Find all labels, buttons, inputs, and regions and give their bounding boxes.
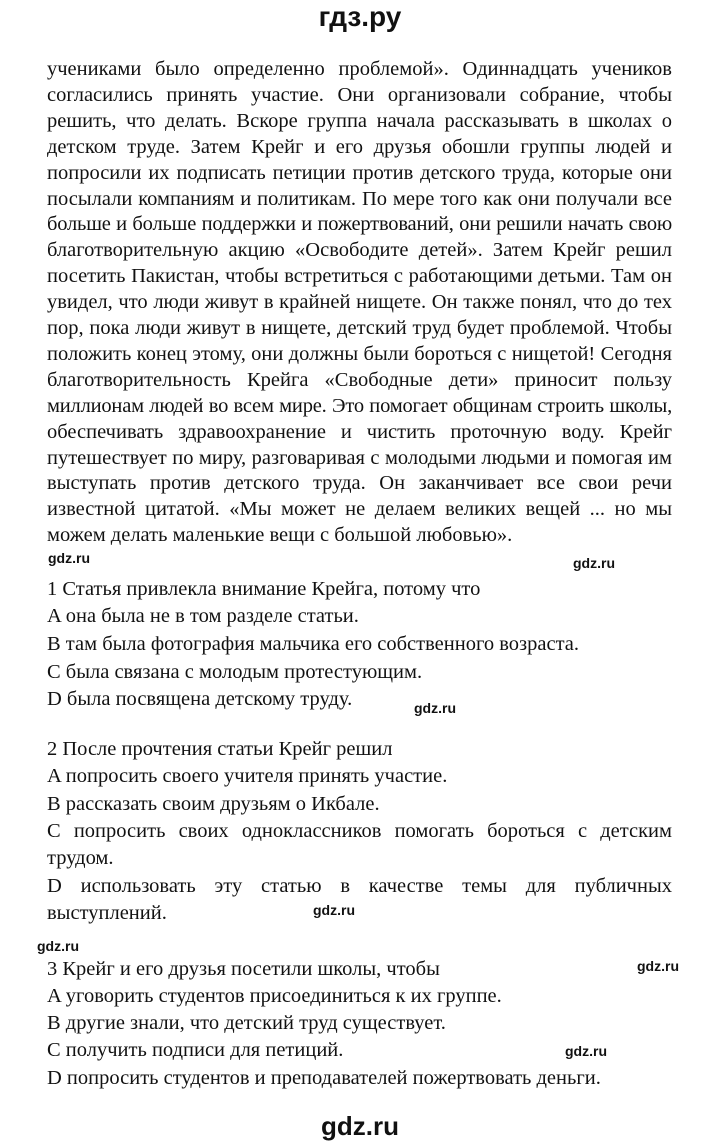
- watermark: gdz.ru: [313, 902, 355, 918]
- watermark: gdz.ru: [637, 958, 679, 974]
- answer-option: B другие знали, что детский труд существует.: [47, 1012, 446, 1034]
- question-text: 1 Статья привлекла внимание Крейга, потому что: [47, 578, 481, 600]
- paragraph-line: больше и больше поддержки и пожертвований, они решили начать свою: [47, 213, 672, 236]
- paragraph-line: увидел, что люди живут в крайней нищете. Он также понял, что до тех: [47, 291, 672, 314]
- watermark: gdz.ru: [414, 700, 456, 716]
- watermark: gdz.ru: [573, 555, 615, 571]
- paragraph-line: известной цитатой. «Мы может не делаем великих вещей ... но мы: [47, 498, 672, 521]
- answer-option: C была связана с молодым протестующим.: [47, 661, 423, 683]
- paragraph-line: пор, пока люди живут в нищете, детский труд будет проблемой. Чтобы: [47, 317, 672, 339]
- paragraph-line: детском труде. Затем Крейг и его друзья обошли группы людей и: [47, 135, 672, 158]
- paragraph-line: можем делать маленькие вещи с большой любовью».: [47, 524, 513, 547]
- paragraph-line: благотворительность Крейга «Свободные дети» приносит пользу: [47, 368, 672, 391]
- paragraph-line: решить, что делать. Вскоре группа начала рассказывать в школах о: [47, 109, 672, 132]
- question-text: 3 Крейг и его друзья посетили школы, чтобы: [47, 958, 440, 980]
- answer-option: D была посвящена детскому труду.: [47, 688, 353, 710]
- answer-option: трудом.: [47, 847, 114, 869]
- watermark: gdz.ru: [565, 1043, 607, 1059]
- answer-option: A попросить своего учителя принять участие.: [47, 765, 448, 787]
- answer-option: A уговорить студентов присоединиться к их группе.: [47, 985, 502, 1007]
- answer-option: A она была не в том разделе статьи.: [47, 605, 359, 627]
- watermark: gdz.ru: [48, 550, 90, 566]
- question-text: 2 После прочтения статьи Крейг решил: [47, 738, 393, 760]
- answer-option: D попросить студентов и преподавателей пожертвовать деньги.: [47, 1067, 601, 1089]
- paragraph-line: положить конец этому, они должны были бороться с нищетой! Сегодня: [47, 342, 672, 365]
- watermark: gdz.ru: [37, 938, 79, 954]
- paragraph-line: посетить Пакистан, чтобы встретиться с работающими детьми. Там он: [47, 265, 672, 288]
- paragraph-line: выступать против детского труда. Он заканчивает все свои речи: [47, 472, 672, 495]
- answer-option: B рассказать своим друзьям о Икбале.: [47, 793, 380, 815]
- paragraph-line: обеспечивать здравоохранение и чистить проточную воду. Крейг: [47, 420, 672, 443]
- answer-option: выступлений.: [47, 902, 167, 924]
- paragraph-line: путешествует по миру, разговаривая с молодыми людьми и помогая им: [47, 446, 672, 469]
- answer-option: B там была фотография мальчика его собственного возраста.: [47, 633, 580, 655]
- answer-option: D использовать эту статью в качестве темы для публичных: [47, 875, 672, 897]
- site-logo-footer: gdz.ru: [321, 1111, 399, 1141]
- paragraph-line: посылали компаниям и политикам. По мере того как они получали все: [47, 187, 672, 210]
- paragraph-line: благотворительную акцию «Освободите детей». Затем Крейг решил: [47, 239, 672, 262]
- paragraph-line: миллионам людей во всем мире. Это помогает общинам строить школы,: [47, 394, 672, 417]
- paragraph-line: учениками было определенно проблемой». Одиннадцать учеников: [47, 58, 672, 80]
- paragraph-line: попросили их подписать петиции против детского труда, которые они: [47, 161, 672, 184]
- site-logo-header: гдз.ру: [318, 1, 402, 32]
- answer-option: C попросить своих одноклассников помогать бороться с детским: [47, 820, 672, 842]
- answer-option: C получить подписи для петиций.: [47, 1039, 344, 1061]
- paragraph-line: согласились принять участие. Они организовали собрание, чтобы: [47, 83, 672, 106]
